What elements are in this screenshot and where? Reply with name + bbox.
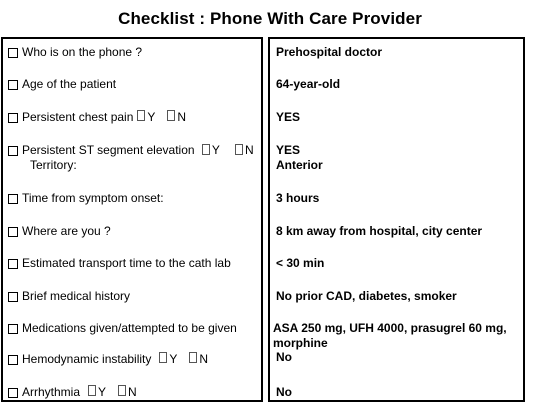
page-title: Checklist : Phone With Care Provider — [118, 9, 422, 28]
answer-value: YES — [276, 110, 301, 124]
yes-label: Y — [211, 143, 220, 157]
checkbox[interactable] — [8, 48, 18, 58]
answer-value: No — [276, 385, 292, 399]
question-row — [8, 143, 254, 173]
no-checkbox[interactable] — [189, 352, 197, 363]
question-label: Persistent chest pain — [22, 110, 134, 124]
question-label: Brief medical history — [22, 289, 131, 303]
yes-label: Y — [147, 110, 156, 124]
answer-row — [273, 321, 507, 351]
checkbox[interactable] — [8, 355, 18, 365]
answer-row — [276, 143, 323, 173]
no-label: N — [199, 352, 209, 366]
checkbox[interactable] — [8, 292, 18, 302]
no-label: N — [177, 110, 187, 124]
question-row — [8, 45, 142, 60]
question-label: Time from symptom onset: — [22, 191, 164, 205]
checkbox[interactable] — [8, 80, 18, 90]
answer-subvalue: morphine — [273, 336, 328, 350]
question-label: Persistent ST segment elevation — [22, 143, 195, 157]
question-label: Arrhythmia — [22, 385, 81, 399]
no-checkbox[interactable] — [167, 110, 175, 121]
checkbox[interactable] — [8, 146, 18, 156]
answer-row — [276, 256, 324, 271]
answer-value: YES — [276, 143, 301, 157]
question-row — [8, 110, 186, 125]
question-sublabel: Territory: — [30, 158, 77, 172]
no-label: N — [128, 385, 137, 399]
question-label: Where are you ? — [22, 224, 111, 238]
answer-value: ASA 250 mg, UFH 4000, prasugrel 60 mg, — [273, 321, 507, 335]
answer-row — [276, 77, 340, 92]
question-label: Medications given/attempted to be given — [22, 321, 237, 335]
answer-value: 3 hours — [276, 191, 320, 205]
answer-row — [276, 45, 382, 60]
answer-row — [276, 385, 292, 400]
checkbox[interactable] — [8, 324, 18, 334]
question-row — [8, 224, 111, 239]
question-row — [8, 352, 208, 367]
answer-subvalue: Anterior — [276, 158, 323, 172]
answer-value: No prior CAD, diabetes, smoker — [276, 289, 457, 303]
answer-value: Prehospital doctor — [276, 45, 383, 59]
checkbox[interactable] — [8, 194, 18, 204]
answer-value: 8 km away from hospital, city center — [276, 224, 483, 238]
checkbox[interactable] — [8, 227, 18, 237]
yes-checkbox[interactable] — [88, 385, 96, 396]
question-row — [8, 385, 137, 400]
question-row — [8, 256, 231, 271]
answer-row — [276, 191, 319, 206]
yes-checkbox[interactable] — [137, 110, 145, 121]
question-label: Hemodynamic instability — [22, 352, 152, 366]
question-row — [8, 77, 116, 92]
checkbox[interactable] — [8, 113, 18, 123]
checkbox[interactable] — [8, 259, 18, 269]
question-label: Who is on the phone ? — [22, 45, 143, 59]
answer-value: No — [276, 350, 292, 364]
answer-row — [276, 350, 292, 365]
question-label: Estimated transport time to the cath lab — [22, 256, 231, 270]
no-label: N — [245, 143, 254, 157]
yes-checkbox[interactable] — [202, 144, 210, 155]
no-checkbox[interactable] — [118, 385, 126, 396]
answer-row — [276, 110, 300, 125]
answer-value: < 30 min — [276, 256, 325, 270]
question-row — [8, 321, 237, 336]
checkbox[interactable] — [8, 388, 18, 398]
yes-label: Y — [98, 385, 107, 399]
questions-panel — [1, 37, 263, 402]
question-label: Age of the patient — [22, 77, 117, 91]
no-checkbox[interactable] — [235, 144, 243, 155]
yes-checkbox[interactable] — [159, 352, 167, 363]
answer-row — [276, 224, 482, 239]
answer-row — [276, 289, 457, 304]
answers-panel — [268, 37, 525, 402]
answer-value: 64-year-old — [276, 77, 341, 91]
question-row — [8, 289, 130, 304]
question-row — [8, 191, 164, 206]
yes-label: Y — [169, 352, 178, 366]
